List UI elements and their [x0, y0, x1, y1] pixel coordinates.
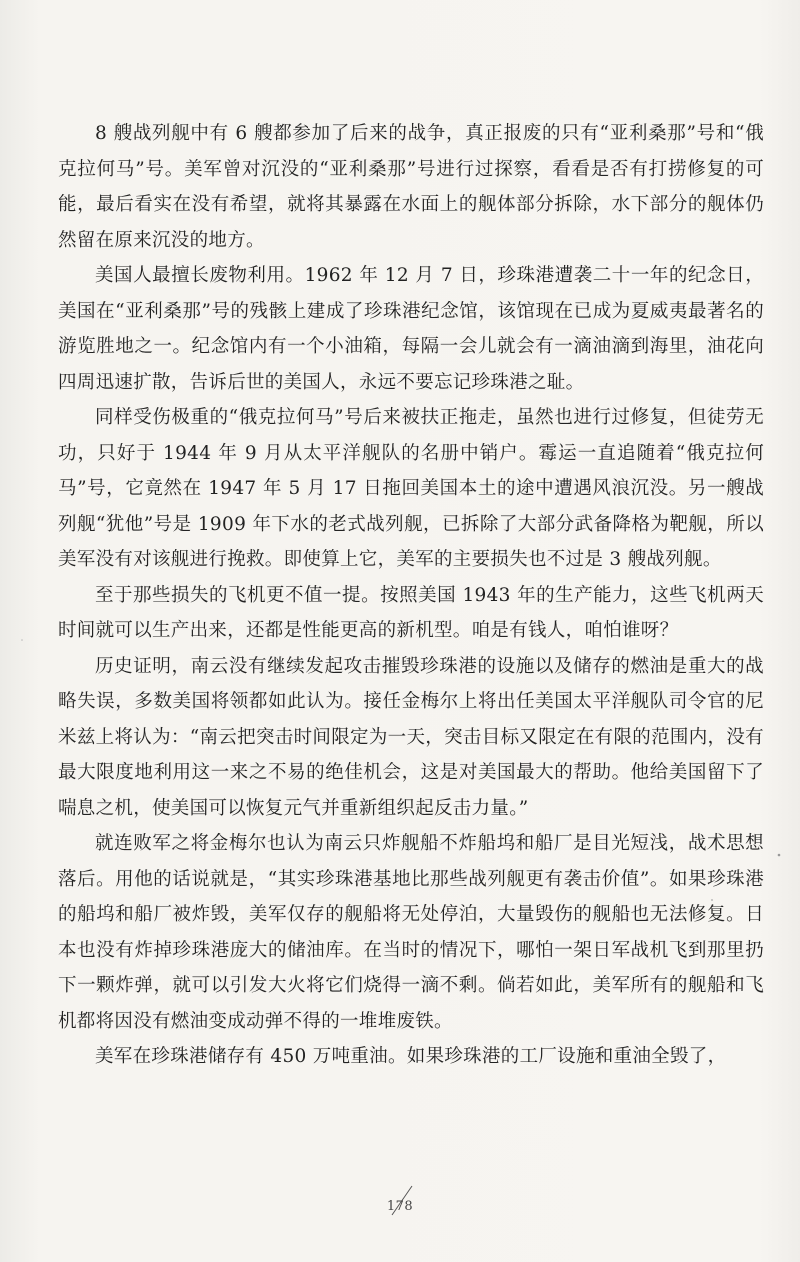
paragraph-3: 同样受伤极重的“俄克拉何马”号后来被扶正拖走，虽然也进行过修复，但徒劳无功，只好于 1944 年 9 月从太平洋舰队的名册中销户。霉运一直追随着“俄克拉何马”号，它竟然在 1947 年 5 月 17 日拖回美国本土的途中遭遇风浪沉没。另一艘战列舰“犹他”号是 1909 年下水的老式战列舰，已拆除了大部分武备降格为靶舰，所以美军没有对该舰进行挽救。即使算上它，美军的主要损失也不过是 3 艘战列舰。 — [58, 407, 764, 570]
page-number: 178 — [386, 1199, 414, 1214]
paragraph-2: 美国人最擅长废物利用。1962 年 12 月 7 日，珍珠港遭袭二十一年的纪念日，美国在“亚利桑那”号的残骸上建成了珍珠港纪念馆，该馆现在已成为夏威夷最著名的游览胜地之一。纪念馆内有一个小油箱，每隔一会儿就会有一滴油滴到海里，油花向四周迅速扩散，告诉后世的美国人，永远不要忘记珍珠港之耻。 — [58, 265, 764, 393]
paragraph-7: 美军在珍珠港储存有 450 万吨重油。如果珍珠港的工厂设施和重油全毁了， — [95, 1046, 727, 1067]
page-footer — [0, 1185, 800, 1225]
paragraph-4: 至于那些损失的飞机更不值一提。按照美国 1943 年的生产能力，这些飞机两天时间就可以生产出来，还都是性能更高的新机型。咱是有钱人，咱怕谁呀？ — [58, 584, 764, 641]
paragraph-5: 历史证明，南云没有继续发起攻击摧毁珍珠港的设施以及储存的燃油是重大的战略失误，多数美国将领都如此认为。接任金梅尔上将出任美国太平洋舰队司令官的尼米兹上将认为：“南云把突击时间限定为一天，突击目标又限定在有限的范围内，没有最大限度地利用这一来之不易的绝佳机会，这是对美国最大的帮助。他给美国留下了喘息之机，使美国可以恢复元气并重新组织起反击力量。” — [58, 655, 764, 819]
paragraph-6: 就连败军之将金梅尔也认为南云只炸舰船不炸船坞和船厂是目光短浅，战术思想落后。用他的话说就是，“其实珍珠港基地比那些战列舰更有袭击价值”。如果珍珠港的船坞和船厂被炸毁，美军仅存的舰船将无处停泊，大量毁伤的舰船也无法修复。日本也没有炸掉珍珠港庞大的储油库。在当时的情况下，哪怕一架日军战机飞到那里扔下一颗炸弹，就可以引发大火将它们烧得一滴不剩。倘若如此，美军所有的舰船和飞机都将因没有燃油变成动弹不得的一堆堆废铁。 — [58, 833, 764, 1032]
paragraph-1: 8 艘战列舰中有 6 艘都参加了后来的战争，真正报废的只有“亚利桑那”号和“俄克拉何马”号。美军曾对沉没的“亚利桑那”号进行过探察，看看是否有打捞修复的可能，最后看实在没有希望，就将其暴露在水面上的舰体部分拆除，水下部分的舰体仍然留在原来沉没的地方。 — [58, 123, 764, 251]
page-body — [58, 116, 764, 1075]
